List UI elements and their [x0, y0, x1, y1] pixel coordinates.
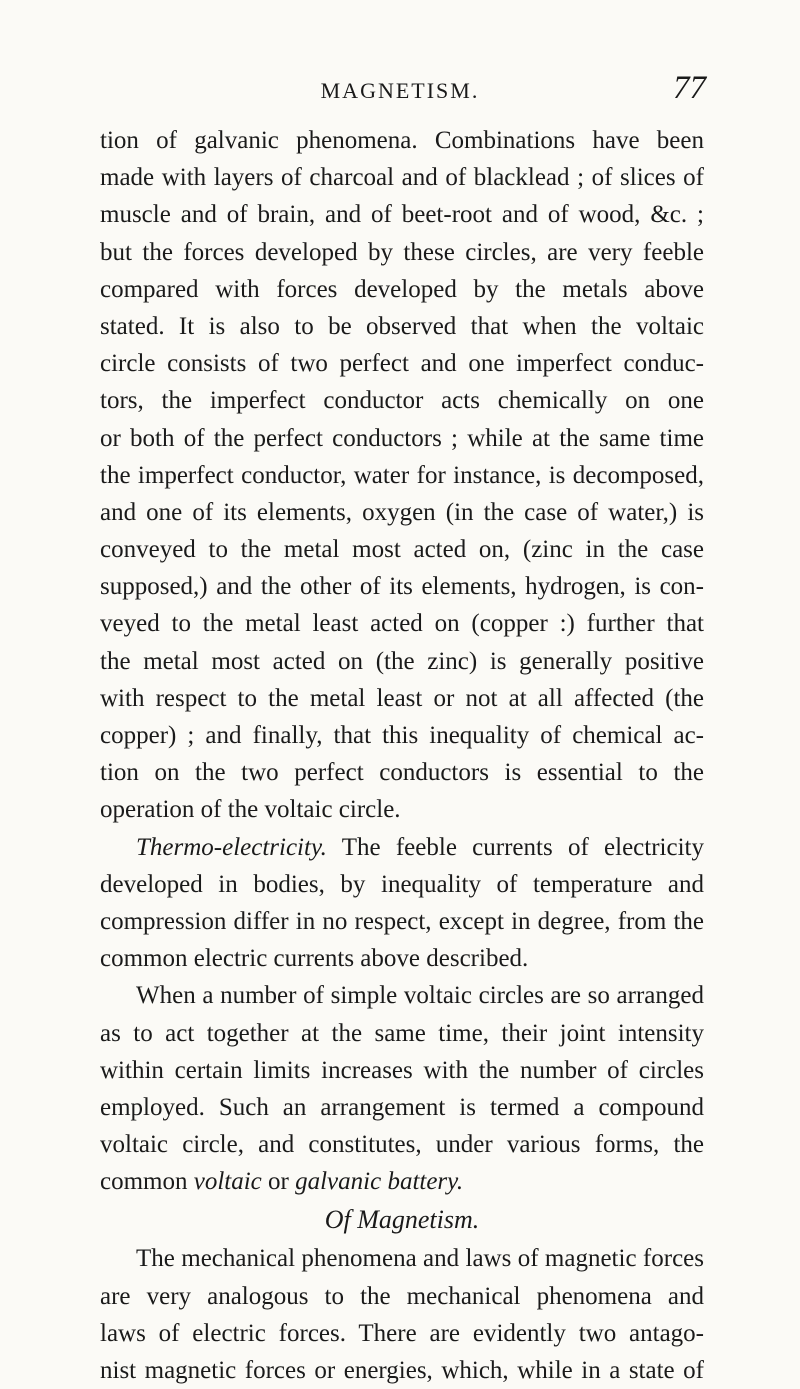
text-line: stated. It is also to be observed that when the voltaic [100, 312, 704, 340]
text-line: compression differ in no respect, except in degree, from the [100, 907, 704, 935]
text-line: conveyed to the metal most acted on, (zinc in the case [100, 536, 704, 564]
text-line: nist magnetic forces or energies, which, while in a state of [100, 1357, 704, 1384]
text-span: The feeble currents of electricity [341, 833, 704, 861]
text-span: or [261, 1168, 296, 1196]
text-line: employed. Such an arrangement is termed a compound [100, 1093, 704, 1121]
text-line: with respect to the metal least or not at all affected (the [100, 684, 704, 712]
text-line: within certain limits increases with the number of circles [100, 1056, 704, 1084]
text-line: as to act together at the same time, their joint intensity [100, 1019, 704, 1047]
text-span: common [100, 1168, 194, 1196]
text-line [100, 829, 704, 866]
term-thermo-electricity: Thermo-electricity. [136, 833, 327, 861]
section-heading: Of Magnetism. [324, 1205, 480, 1235]
text-line: laws of electric forces. There are evidently two antago- [100, 1319, 704, 1347]
running-title: MAGNETISM. [320, 78, 480, 103]
text-line: are very analogous to the mechanical phenomena and [100, 1282, 704, 1310]
text-line: or both of the perfect conductors ; while at the same time [100, 424, 704, 452]
text-line: developed in bodies, by inequality of temperature and [100, 870, 704, 898]
running-head [0, 70, 800, 110]
text-line: but the forces developed by these circles, are very feeble [100, 238, 704, 266]
text-line: tors, the imperfect conductor acts chemically on one [100, 387, 704, 415]
term-galvanic-battery: galvanic battery. [295, 1168, 464, 1196]
text-line: voltaic circle, and constitutes, under various forms, the [100, 1131, 704, 1159]
text-line: The mechanical phenomena and laws of magnetic forces [136, 1245, 704, 1273]
text-line: the metal most acted on (the zinc) is generally positive [100, 647, 704, 675]
text-line: the imperfect conductor, water for instance, is decomposed, [100, 461, 704, 489]
text-line: veyed to the metal least acted on (copper :) further that [100, 610, 704, 638]
text-line: When a number of simple voltaic circles are so arranged [136, 982, 704, 1010]
text-line: and one of its elements, oxygen (in the case of water,) is [100, 498, 704, 526]
page-number: 77 [673, 70, 706, 106]
text-line: operation of the voltaic circle. [100, 796, 401, 824]
term-voltaic: voltaic [193, 1168, 262, 1196]
text-line: supposed,) and the other of its elements, hydrogen, is con- [100, 573, 704, 601]
text-line: made with layers of charcoal and of blacklead ; of slices of [100, 164, 704, 192]
text-line: circle consists of two perfect and one imperfect conduc- [100, 350, 704, 378]
text-line: compared with forces developed by the metals above [100, 275, 704, 303]
text-line: muscle and of brain, and of beet-root and of wood, &c. ; [100, 201, 704, 229]
text-line [100, 1163, 704, 1200]
text-line: copper) ; and finally, that this inequality of chemical ac- [100, 722, 704, 749]
text-line: tion on the two perfect conductors is essential to the [100, 759, 704, 787]
body-text [100, 122, 704, 1389]
text-line: tion of galvanic phenomena. Combinations have been [100, 127, 704, 154]
text-line: common electric currents above described. [100, 945, 529, 973]
